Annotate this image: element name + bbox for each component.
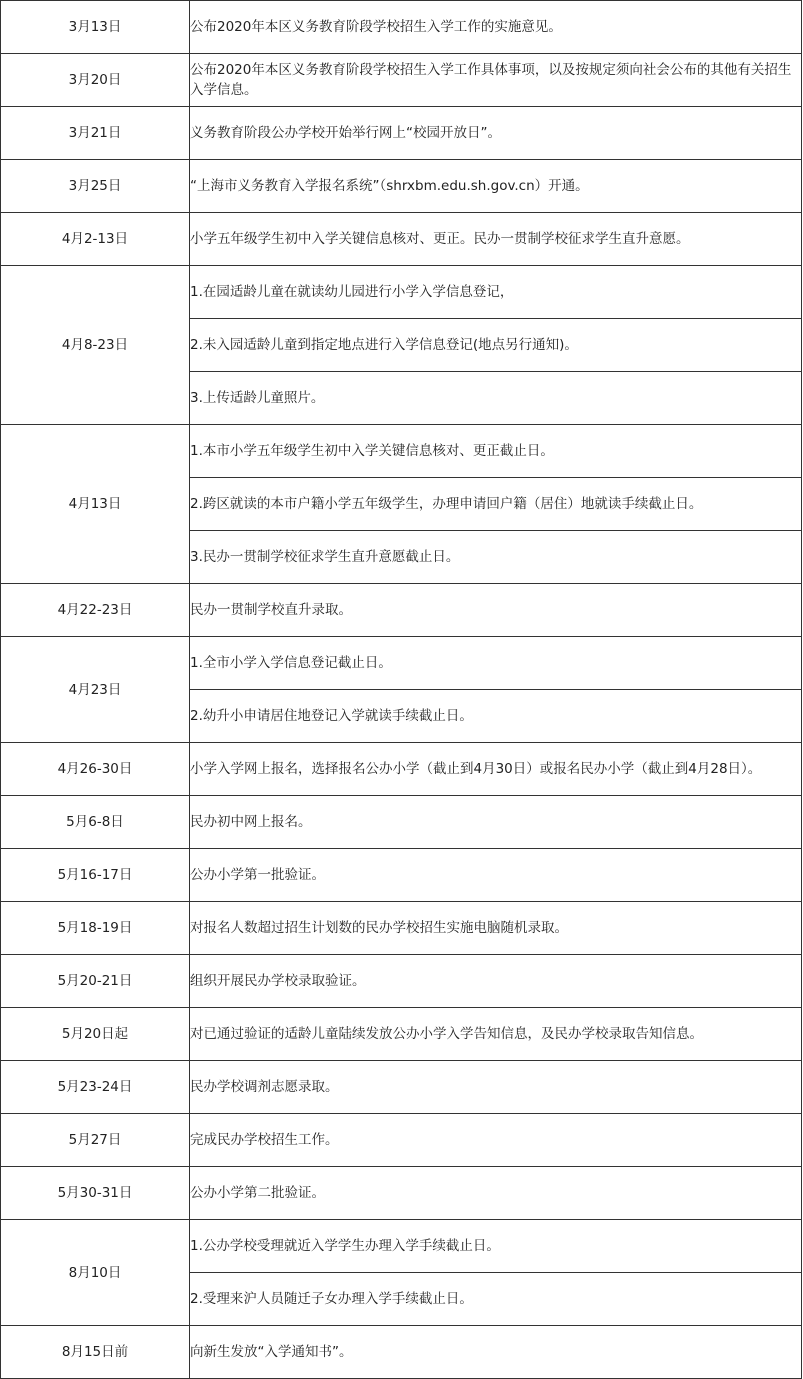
description-cell: 民办学校调剂志愿录取。	[190, 1061, 802, 1114]
description-cell: 对报名人数超过招生计划数的民办学校招生实施电脑随机录取。	[190, 902, 802, 955]
date-cell: 5月23-24日	[1, 1061, 190, 1114]
date-cell: 3月21日	[1, 107, 190, 160]
description-cell: “上海市义务教育入学报名系统”（shrxbm.edu.sh.gov.cn）开通。	[190, 160, 802, 213]
table-row	[1, 849, 802, 902]
description-cell: 组织开展民办学校录取验证。	[190, 955, 802, 1008]
date-cell: 5月16-17日	[1, 849, 190, 902]
description-cell: 公布2020年本区义务教育阶段学校招生入学工作具体事项，以及按规定须向社会公布的其他有关招生入学信息。	[190, 54, 802, 107]
description-cell: 3.民办一贯制学校征求学生直升意愿截止日。	[190, 531, 802, 584]
description-cell: 完成民办学校招生工作。	[190, 1114, 802, 1167]
date-cell: 5月18-19日	[1, 902, 190, 955]
table-row	[1, 54, 802, 107]
description-cell: 义务教育阶段公办学校开始举行网上“校园开放日”。	[190, 107, 802, 160]
date-cell: 5月6-8日	[1, 796, 190, 849]
description-cell: 对已通过验证的适龄儿童陆续发放公办小学入学告知信息，及民办学校录取告知信息。	[190, 1008, 802, 1061]
description-cell: 1.全市小学入学信息登记截止日。	[190, 637, 802, 690]
description-cell: 2.幼升小申请居住地登记入学就读手续截止日。	[190, 690, 802, 743]
date-cell: 5月30-31日	[1, 1167, 190, 1220]
date-cell: 4月22-23日	[1, 584, 190, 637]
date-cell: 4月26-30日	[1, 743, 190, 796]
description-cell: 民办初中网上报名。	[190, 796, 802, 849]
description-cell: 1.本市小学五年级学生初中入学关键信息核对、更正截止日。	[190, 425, 802, 478]
description-cell: 民办一贯制学校直升录取。	[190, 584, 802, 637]
table-row	[1, 637, 802, 690]
table-row	[1, 902, 802, 955]
date-cell: 8月10日	[1, 1220, 190, 1326]
table-row	[1, 266, 802, 319]
date-cell: 5月27日	[1, 1114, 190, 1167]
table-row	[1, 1220, 802, 1273]
date-cell: 3月25日	[1, 160, 190, 213]
table-row	[1, 1114, 802, 1167]
table-row	[1, 584, 802, 637]
description-cell: 公布2020年本区义务教育阶段学校招生入学工作的实施意见。	[190, 1, 802, 54]
table-row	[1, 743, 802, 796]
description-cell: 1.在园适龄儿童在就读幼儿园进行小学入学信息登记，	[190, 266, 802, 319]
date-cell: 5月20-21日	[1, 955, 190, 1008]
date-cell: 8月15日前	[1, 1326, 190, 1379]
date-cell: 4月2-13日	[1, 213, 190, 266]
description-cell: 1.公办学校受理就近入学学生办理入学手续截止日。	[190, 1220, 802, 1273]
schedule-table-body	[1, 1, 802, 1379]
table-row	[1, 1008, 802, 1061]
description-cell: 公办小学第二批验证。	[190, 1167, 802, 1220]
description-cell: 公办小学第一批验证。	[190, 849, 802, 902]
table-row	[1, 213, 802, 266]
table-row	[1, 796, 802, 849]
description-cell: 向新生发放“入学通知书”。	[190, 1326, 802, 1379]
date-cell: 5月20日起	[1, 1008, 190, 1061]
date-cell: 3月13日	[1, 1, 190, 54]
date-cell: 4月13日	[1, 425, 190, 584]
description-cell: 3.上传适龄儿童照片。	[190, 372, 802, 425]
date-cell: 3月20日	[1, 54, 190, 107]
table-row	[1, 955, 802, 1008]
description-cell: 小学五年级学生初中入学关键信息核对、更正。民办一贯制学校征求学生直升意愿。	[190, 213, 802, 266]
description-cell: 2.未入园适龄儿童到指定地点进行入学信息登记(地点另行通知)。	[190, 319, 802, 372]
description-cell: 2.跨区就读的本市户籍小学五年级学生，办理申请回户籍（居住）地就读手续截止日。	[190, 478, 802, 531]
table-row	[1, 1167, 802, 1220]
table-row	[1, 1061, 802, 1114]
date-cell: 4月8-23日	[1, 266, 190, 425]
date-cell: 4月23日	[1, 637, 190, 743]
description-cell: 2.受理来沪人员随迁子女办理入学手续截止日。	[190, 1273, 802, 1326]
table-row	[1, 107, 802, 160]
table-row	[1, 160, 802, 213]
table-row	[1, 425, 802, 478]
table-row	[1, 1326, 802, 1379]
description-cell: 小学入学网上报名，选择报名公办小学（截止到4月30日）或报名民办小学（截止到4月28日）。	[190, 743, 802, 796]
table-row	[1, 1, 802, 54]
